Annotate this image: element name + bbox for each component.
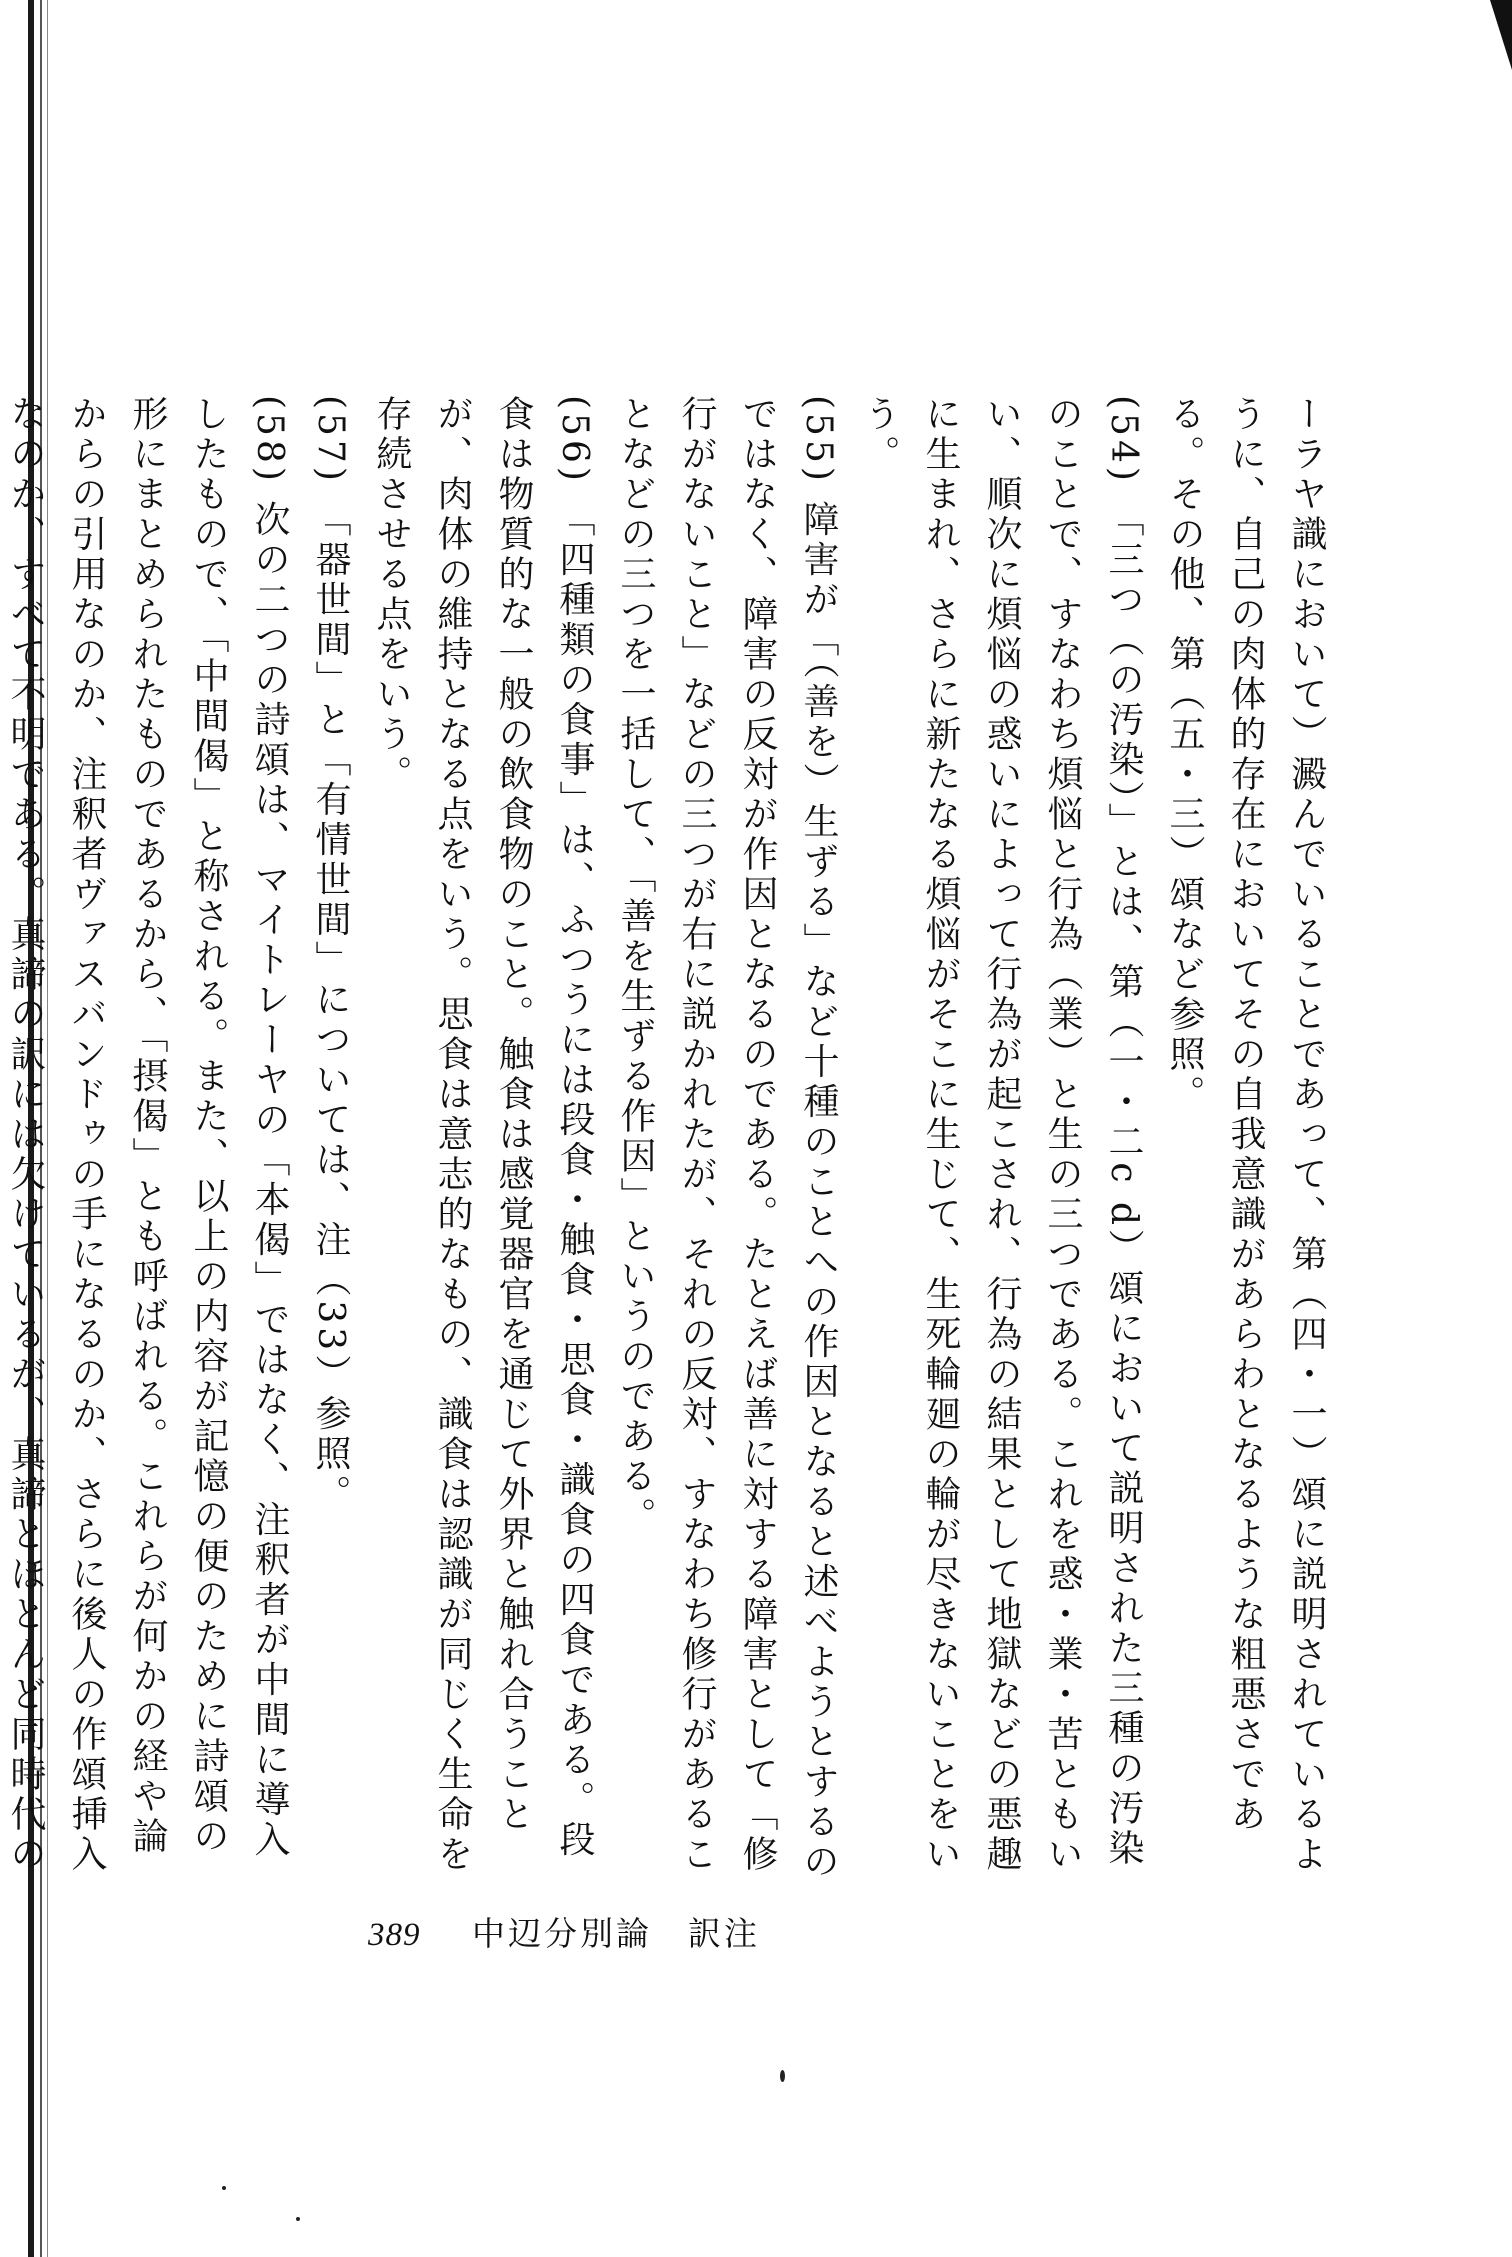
scan-speck [296,2217,300,2221]
page-footer [368,1908,760,1955]
scan-speck [780,2070,785,2082]
annotation-text [0,395,1337,1885]
note-56: (56) 「四種類の食事」は、ふつうには段食・触食・思食・識食の四食である。段食は物質的な一般の飲食物のこと。触食は感覚器官を通じて外界と触れ合うことが、肉体の維持となる点をいう。思食は意志的なもの、識食は認識が同じく生命を存続させる点をいう。 [371,395,595,1875]
page-number: 389 [368,1917,421,1953]
running-title: 中辺分別論 訳注 [472,1914,760,1953]
corner-mark [1490,0,1512,70]
note-54: (54) 「三つ（の汚染）」とは、第（一・二c d）頌において説明された三種の汚染のことで、すなわち煩悩と行為（業）と生の三つである。これを惑・業・苦ともいい、順次に煩悩の惑いによって行為が起こされ、行為の結果として地獄などの悪趣に生まれ、さらに新たなる煩悩がそこに生じて、生死輪廻の輪が尽きないことをいう。 [859,395,1144,1875]
note-57: (57) 「器世間」と「有情世間」については、注（33）参照。 [310,395,351,1515]
note-55: (55) 障害が「（善を）生ずる」など十種のことへの作因となると述べようとするのではなく、障害の反対が作因となるのである。たとえば善に対する障害として「修行がないこと」などの三つが右に説かれたが、それの反対、すなわち修行があることなどの三つを一括して、「善を生ずる作因」というのである。 [615,395,839,1883]
note-continuation: ーラヤ識において）澱んでいることであって、第（四・一）頌に説明されているように、自己の肉体的存在においてその自我意識があらわとなるような粗悪さである。その他、第（五・三）頌など参照。 [1164,395,1327,1875]
scan-speck [222,2186,226,2190]
note-58: (58) 次の二つの詩頌は、マイトレーヤの「本偈」ではなく、注釈者が中間に導入したもので、「中間偈」と称される。また、以上の内容が記憶の便のために詩頌の形にまとめられたものであるから、「摂偈」とも呼ばれる。これらが何かの経や論からの引用なのか、注釈者ヴァスバンドゥの手になるのか、さらに後人の作頌挿入なのか、すべて不明である。真諦の訳には欠けているが、真諦とほとんど同時代の [5,395,290,1875]
